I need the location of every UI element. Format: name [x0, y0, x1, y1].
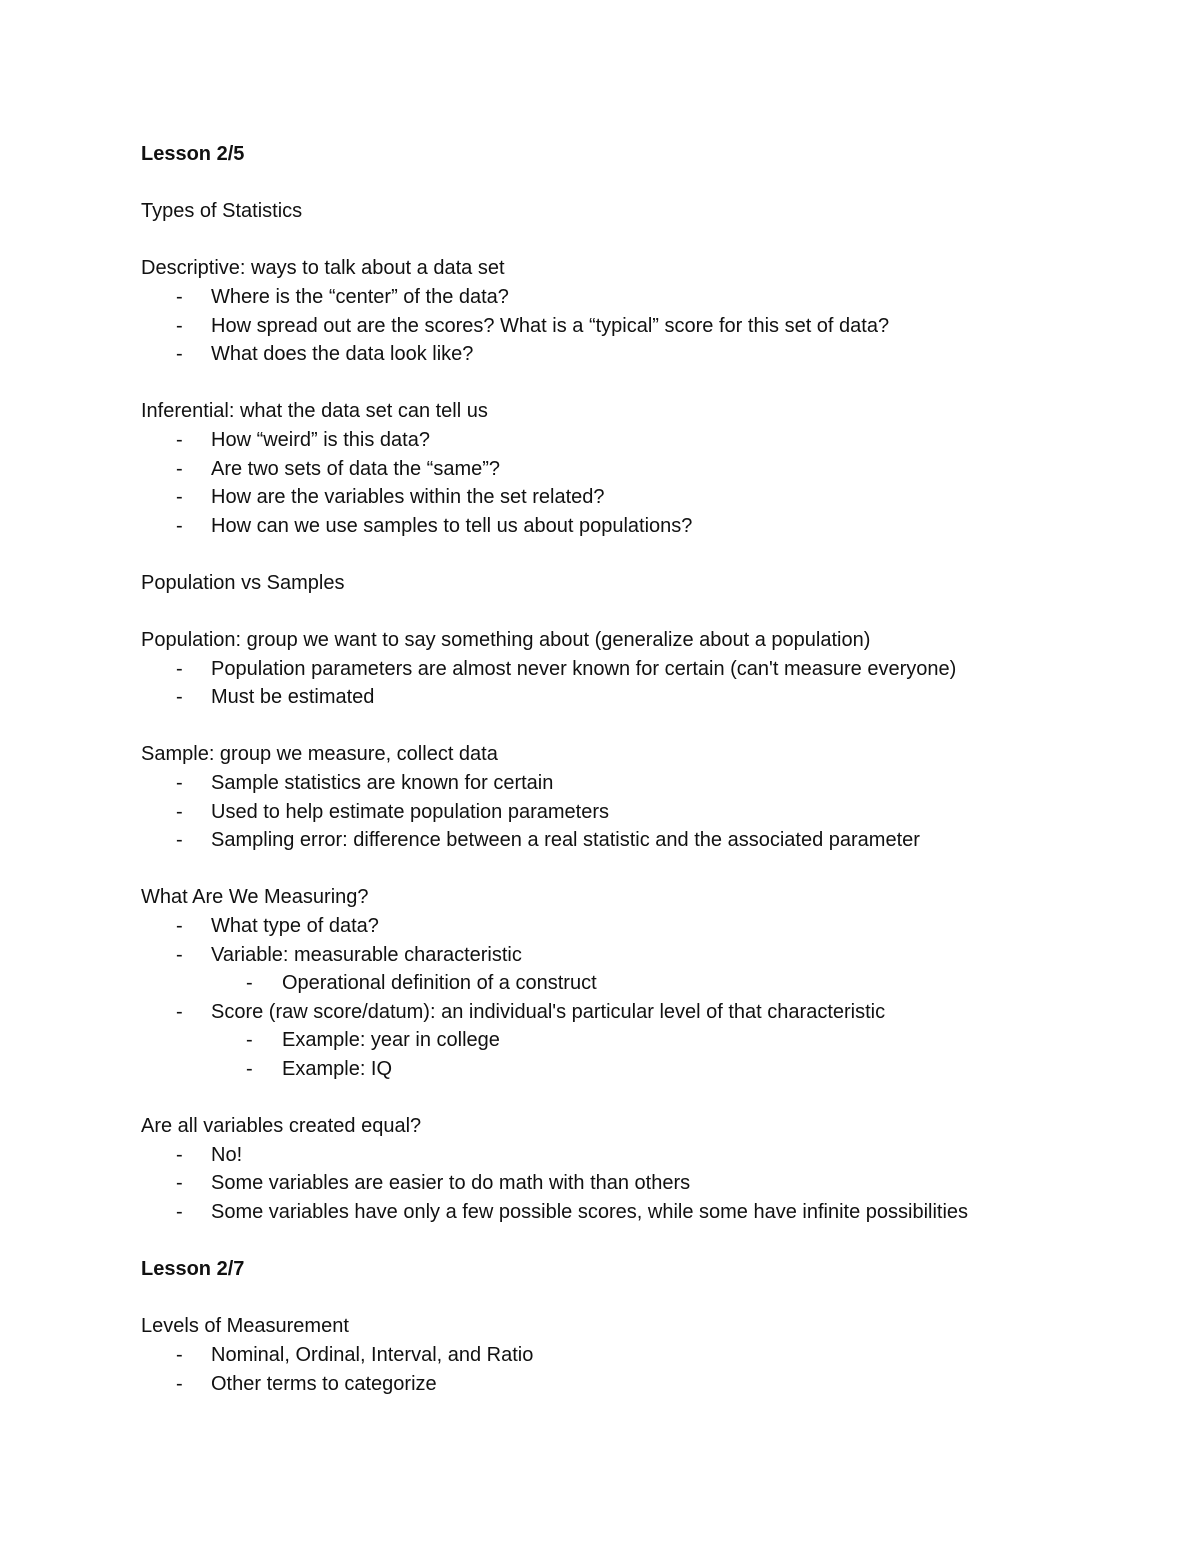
bullet-dash: -: [176, 514, 183, 537]
section-heading: Lesson 2/7: [141, 1258, 245, 1281]
blank-line: [141, 1227, 1151, 1256]
paragraph-line: Sample: group we measure, collect data: [141, 743, 498, 766]
document-body: [141, 140, 1151, 1398]
bullet-dash: -: [176, 943, 183, 966]
bullet-item: [141, 312, 1151, 341]
paragraph-line: Population: group we want to say something about (generalize about a population): [141, 629, 871, 652]
blank-line: [141, 226, 1151, 255]
bullet-item: [141, 340, 1151, 369]
bullet-dash: -: [176, 486, 183, 509]
bullet-text: Where is the “center” of the data?: [211, 285, 509, 308]
paragraph-line: Types of Statistics: [141, 200, 303, 223]
blank-line: [141, 598, 1151, 627]
bullet-item: [141, 426, 1151, 455]
bullet-item: [141, 1370, 1151, 1399]
bullet-item: [141, 455, 1151, 484]
bullet-item: [141, 1169, 1151, 1198]
bullet-dash: -: [176, 428, 183, 451]
bullet-dash: -: [176, 1200, 183, 1223]
bullet-dash: -: [176, 1172, 183, 1195]
bullet-dash: -: [176, 457, 183, 480]
bullet-dash: -: [176, 772, 183, 795]
bullet-text: What type of data?: [211, 915, 379, 938]
bullet-text: How spread out are the scores? What is a “typical” score for this set of data?: [211, 314, 890, 337]
blank-line: [141, 540, 1151, 569]
bullet-item: [141, 912, 1151, 941]
bullet-text: Sample statistics are known for certain: [211, 772, 554, 795]
bullet-text: How can we use samples to tell us about populations?: [211, 514, 693, 537]
bullet-item: [141, 1341, 1151, 1370]
bullet-item: [141, 512, 1151, 541]
bullet-item: [141, 483, 1151, 512]
bullet-text: Example: IQ: [282, 1058, 393, 1080]
bullet-text: Score (raw score/datum): an individual's particular level of that characteristic: [211, 1000, 886, 1023]
bullet-text: Must be estimated: [211, 686, 375, 709]
bullet-dash: -: [246, 972, 253, 995]
bullet-dash: -: [176, 686, 183, 709]
bullet-text: Population parameters are almost never known for certain (can't measure everyone): [211, 657, 957, 680]
bullet-dash: -: [176, 285, 183, 308]
bullet-dash: -: [176, 657, 183, 680]
bullet-text: Variable: measurable characteristic: [211, 943, 522, 966]
bullet-text: Operational definition of a construct: [282, 972, 597, 995]
paragraph-line: Population vs Samples: [141, 571, 345, 594]
blank-line: [141, 169, 1151, 198]
bullet-item: [141, 798, 1151, 827]
bullet-dash: -: [176, 800, 183, 823]
bullet-dash: -: [176, 1143, 183, 1166]
bullet-item: [141, 826, 1151, 855]
bullet-dash: -: [176, 1000, 183, 1023]
bullet-text: Example: year in college: [282, 1029, 500, 1052]
bullet-item: [141, 1198, 1151, 1227]
sub-bullet-item: [141, 1055, 1151, 1084]
section-heading: Lesson 2/5: [141, 143, 245, 165]
bullet-text: Used to help estimate population parameters: [211, 800, 610, 823]
bullet-dash: -: [176, 1343, 183, 1366]
bullet-text: Some variables are easier to do math with than others: [211, 1172, 691, 1195]
bullet-text: No!: [211, 1143, 243, 1166]
bullet-text: How “weird” is this data?: [211, 428, 430, 451]
bullet-item: [141, 283, 1151, 312]
bullet-text: Some variables have only a few possible scores, while some have infinite possibilities: [211, 1200, 969, 1223]
bullet-text: How are the variables within the set related?: [211, 486, 605, 509]
blank-line: [141, 1084, 1151, 1113]
paragraph-line: What Are We Measuring?: [141, 886, 369, 909]
blank-line: [141, 712, 1151, 741]
bullet-dash: -: [246, 1029, 253, 1052]
bullet-text: Sampling error: difference between a real statistic and the associated parameter: [211, 829, 920, 852]
bullet-dash: -: [246, 1058, 253, 1080]
bullet-text: Nominal, Ordinal, Interval, and Ratio: [211, 1343, 534, 1366]
sub-bullet-item: [141, 1026, 1151, 1055]
bullet-item: [141, 683, 1151, 712]
paragraph-line: Are all variables created equal?: [141, 1115, 422, 1138]
bullet-dash: -: [176, 829, 183, 852]
paragraph-line: Descriptive: ways to talk about a data set: [141, 257, 505, 280]
paragraph-line: Levels of Measurement: [141, 1315, 349, 1338]
blank-line: [141, 369, 1151, 398]
sub-bullet-item: [141, 969, 1151, 998]
blank-line: [141, 1284, 1151, 1313]
bullet-text: Other terms to categorize: [211, 1372, 437, 1395]
bullet-item: [141, 1141, 1151, 1170]
bullet-dash: -: [176, 1372, 183, 1395]
blank-line: [141, 855, 1151, 884]
bullet-dash: -: [176, 343, 183, 366]
bullet-item: [141, 941, 1151, 970]
bullet-item: [141, 998, 1151, 1027]
paragraph-line: Inferential: what the data set can tell us: [141, 400, 488, 423]
bullet-dash: -: [176, 314, 183, 337]
bullet-item: [141, 769, 1151, 798]
bullet-text: Are two sets of data the “same”?: [211, 457, 501, 480]
bullet-text: What does the data look like?: [211, 343, 474, 366]
bullet-item: [141, 655, 1151, 684]
bullet-dash: -: [176, 915, 183, 938]
